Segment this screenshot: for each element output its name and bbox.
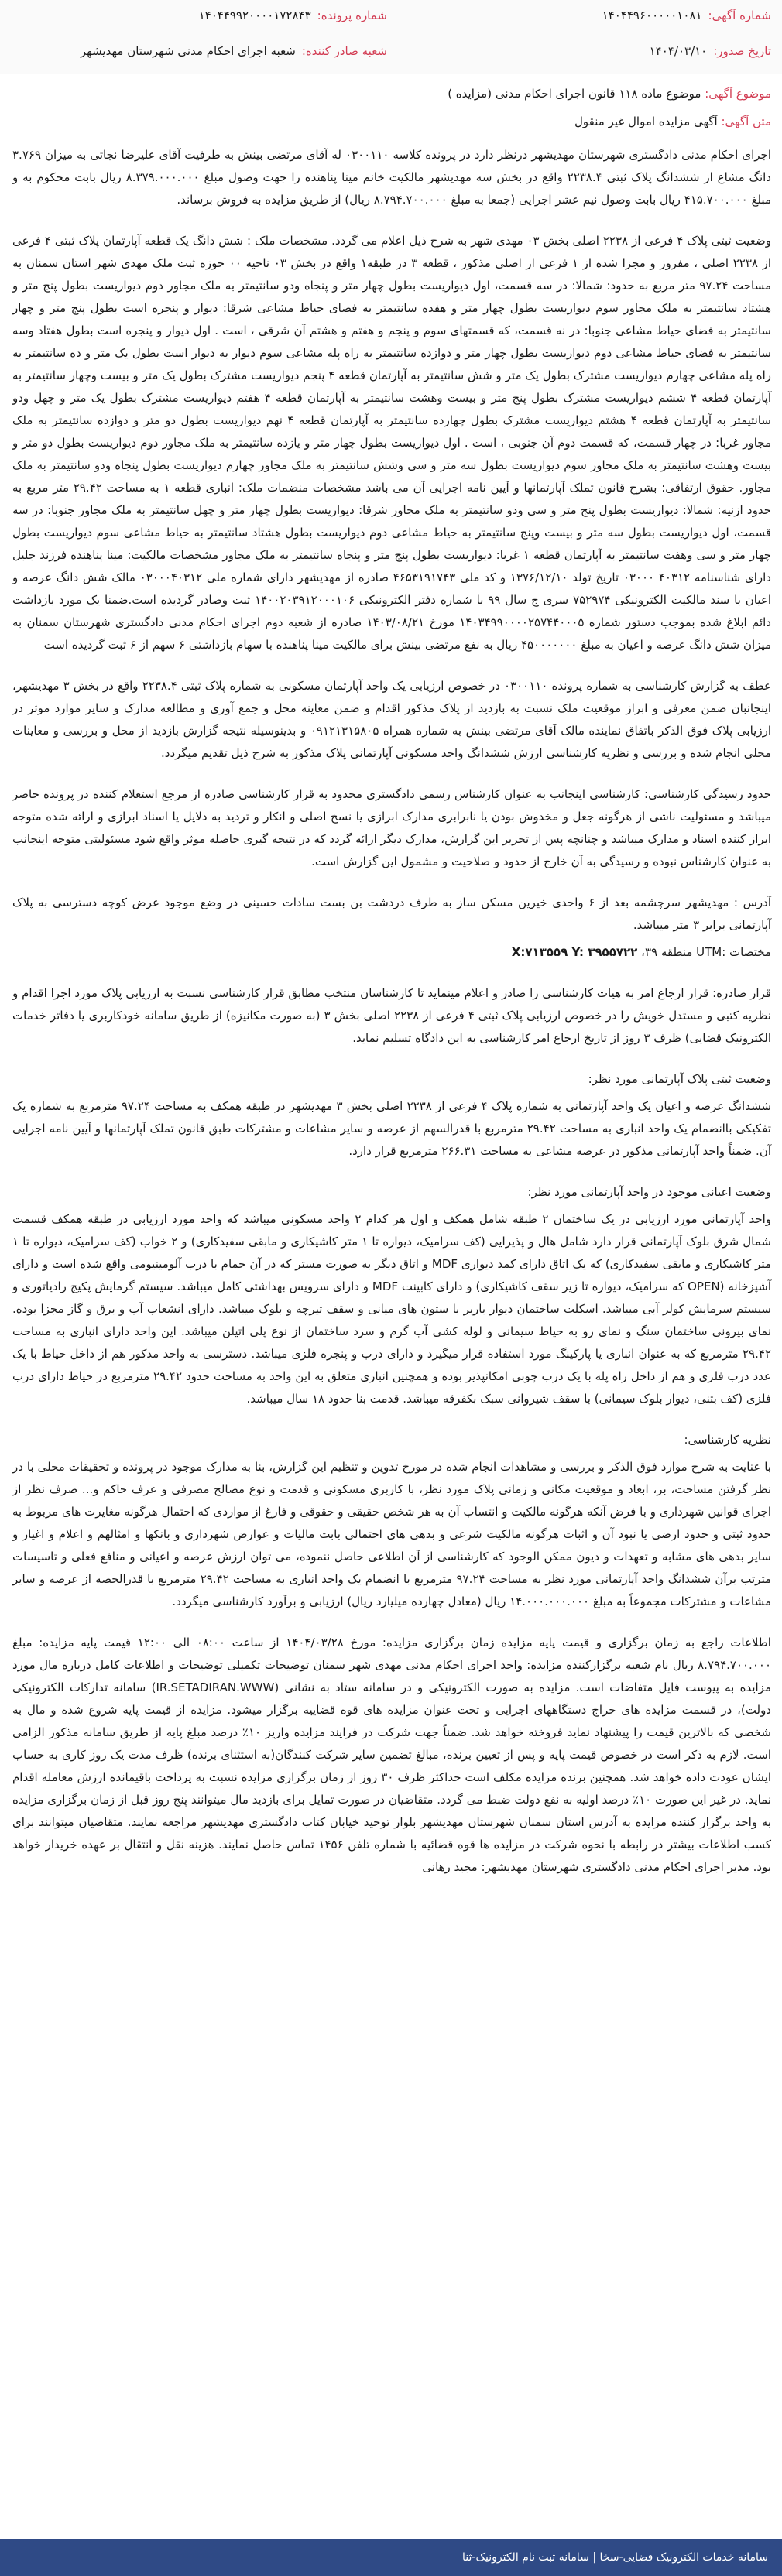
body-paragraph-order: قرار صادره: قرار ارجاع امر به هیات کارشناسی را صادر و اعلام مینماید تا کارشناسان منتخب مطابق قرار کارشناسی نسبت به ارزیابی پلاک مورد اجرا اقدام و نظریه کتبی و مستدل خویش را در خصوص ارزیابی پلاک ثبتی ۴ فرعی از ۲۲۳۸ اصلی بخش ۳ (به صورت مکانیزه) از طریق سامانه خودکاربری یا دفاتر خدمات الکترونیک قضایی) ظرف ۳ روز از تاریخ ارجاع امر کارشناسی به این دادگاه تسلیم نماید. — [12, 986, 771, 1045]
body-paragraph-expert-ref: عطف به گزارش کارشناسی به شماره پرونده ۰۳۰۰۱۱۰ در خصوص ارزیابی یک واحد آپارتمان مسکونی به شماره پلاک ثبتی ۲۲۳۸.۴ واقع در بخش ۳ مهدیشهر، اینجانبان ضمن معرفی و ابراز موقعیت ملک نسبت به بازدید از پلاک مذکور اقدام و ضمن معاینه محل و جمع آوری و مطالعه مدارک و سایر موارد موثر در ارزیابی پلاک فوق الذکر باتفاق نماینده مالک آقای مرتضی بینش به شماره همراه ۰۹۱۲۱۳۱۵۸۰۵ و بدینوسیله نتیجه گزارش بازدید از محل و بررسی و معاینات محلی انجام شده و بررسی و نظریه کارشناسی ارزش ششدانگ واحد مسکونی آپارتمانی پلاک مذکور به شرح ذیل تقدیم میگردد. — [12, 679, 771, 760]
issue-date-value: ۱۴۰۴/۰۳/۱۰ — [649, 44, 708, 58]
coordinates-label: مختصات :UTM منطقه ۳۹، — [641, 945, 771, 959]
footer-text[interactable]: سامانه خدمات الکترونیک قضایی-سخا | سامانه ثبت نام الکترونیک-ثنا — [462, 2551, 768, 2564]
subject-label: موضوع آگهی: — [705, 87, 771, 101]
coordinates-line — [12, 941, 771, 964]
condition-section-title: وضعیت اعیانی موجود در واحد آپارتمانی مورد نظر: — [527, 1185, 771, 1199]
opinion-section-text: با عنایت به شرح موارد فوق الذکر و بررسی و مشاهدات انجام شده در مورخ تدوین و تنظیم این گزارش، بنا به مدارک موجود در پرونده و تحقیقات محلی با در نظر گرفتن مساحت، بر، ابعاد و موقعیت مکانی و زمانی پلاک مورد نظر، با کاربری مسکونی و قدمت و نوع مصالح مصرفی و عرف حاکم و... صرف نظر از اجرای قوانین شهرداری و با فرض آنکه هرگونه مالکیت و انتساب آن به هر شخص حقیقی و حقوقی و فارغ از مواردی که احتمال هرگونه مغایرت های مربوط به حدود ثبتی و حدود ارضی یا نبود آن و اثبات هرگونه مالکیت شرعی و بدهی های احتمالی بابت مالیات و عوارض شهرداری و بانکها و امثالهم و اعلام و اغیار و سایر بدهی های مشابه و تعهدات و دیون ممکن الوجود که کارشناسی از آن اطلاعی حاصل ننموده، می توان ارزش عرصه و اعیانی و منافع فعلی و تاسیسات مترتب برآن ششدانگ واحد آپارتمانی مورد نظر به مساحت ۹۷.۲۴ مترمربع با انضمام یک واحد انباری به مساحت ۲۹.۴۲ مترمربع با قدرالحصه از عرصه و سایر مشاعات و مشترکات مجموعاً به مبلغ ۱۴.۰۰۰.۰۰۰.۰۰۰ ریال (معادل چهارده میلیارد ریال) ارزیابی و برآورد کارشناسی میگردد. — [12, 1460, 772, 1608]
body-paragraph-intro: اجرای احکام مدنی دادگستری شهرستان مهدیشهر درنظر دارد در پرونده کلاسه ۰۳۰۰۱۱۰ له آقای مرتضی بینش به طرفیت آقای علیرضا نجاتی به میزان ۳.۷۶۹ دانگ مشاع از ششدانگ پلاک ثبتی ۲۲۳۸.۴ واقع در بخش سه مهدیشهر مالکیت خانم مینا پناهنده را جهت وصول مبلغ ۸.۳۷۹.۰۰۰.۰۰۰ ریال بابت محکوم به و مبلغ ۴۱۵.۷۰۰.۰۰۰ ریال بابت وصول نیم عشر اجرایی (جمعا به مبلغ ۸.۷۹۴.۷۰۰.۰۰۰ ریال) از طریق مزایده به فروش برساند. — [12, 148, 771, 207]
coordinates-value: X:۷۱۳۵۵۹ Y: ۳۹۵۵۷۲۲ — [511, 945, 638, 959]
opinion-section-title: نظریه کارشناسی: — [684, 1433, 771, 1447]
notice-ad-text — [12, 115, 771, 128]
notice-subject — [12, 87, 771, 101]
ad-text-value: آگهی مزایده اموال غیر منقول — [574, 115, 718, 128]
ad-number-label: شماره آگهی: — [708, 9, 771, 22]
site-footer[interactable] — [0, 2539, 782, 2576]
body-paragraph-registration: وضعیت ثبتی پلاک ۴ فرعی از ۲۲۳۸ اصلی بخش ۰۳ مهدی شهر به شرح ذیل اعلام می گردد. مشخصات ملک : شش دانگ یک قطعه آپارتمان پلاک ثبتی ۴ فرعی از ۲۲۳۸ اصلی ، مفروز و مجزا شده از ۱ فرعی از اصلی مذکور ، قطعه ۳ در طبقه۱ واقع در بخش ۰۳ ناحیه ۰۰ حوزه ثبت ملک مهدی شهر استان سمنان به مساحت ۹۷.۲۴ متر مربع به حدود: شمالا: در سه قسمت، اول دیواریست بطول چهار متر و پنجاه ودو سانتیمتر به ملک مجاور دوم دیواریست بطول پنج متر و هشتاد سانتیمتر به ملک مجاور سوم دیواریست بطول چهار متر و هفده سانتیمتر به فضای حیاط مشاعی شرقا: دیوار و پنجره است بطول پنج متر و چهار سانتیمتر به فضای حیاط مشاعی جنوبا: در نه قسمت، که قسمتهای سوم و پنجم و هفتم و هشتم آن شرقی ، است . اول دیوار و پنجره است بطول هفتاد وسه سانتیمتر به فضای حیاط مشاعی دوم دیواریست بطول چهار متر و دوازده سانتیمتر به راه پله مشاعی سوم دیوار به دیوار است بطول یک متر و ده سانتیمتر به راه پله مشاعی چهارم دیواریست مشترک بطول یک متر و شش سانتیمتر به آپارتمان قطعه ۴ پنجم دیواریست مشترک بطول یک متر و بیست وچهار سانتیمتر به آپارتمان قطعه ۴ ششم دیواریست مشترک بطول پنج متر و بیست وهشت سانتیمتر به آپارتمان قطعه ۴ هفتم دیواریست مشترک بطول یک متر و چهل ودو سانتیمتر به آپارتمان قطعه ۴ هشتم دیواریست مشترک بطول چهارده سانتیمتر به آپارتمان قطعه ۴ نهم دیواریست بطول دو متر و دوازده سانتیمتر به ملک مجاور غربا: در چهار قسمت، که قسمت دوم آن جنوبی ، است . اول دیواریست بطول چهار متر و یازده سانتیمتر به ملک مجاور دوم دیواریست بطول دو متر و بیست وهشت سانتیمتر به ملک مجاور سوم دیواریست بطول سه متر و سی وشش سانتیمتر به ملک مجاور چهارم دیواریست بطول پنجاه ودو سانتیمتر به ملک مجاور. حقوق ارتفاقی: بشرح قانون تملک آپارتمانها و آیین نامه اجرایی آن می باشد مشخصات منضمات ملک: انباری قطعه ۱ به مساحت ۲۹.۴۲ متر مربع به حدود ازنیه: شمالا: دیواریست بطول پنج متر و سی ودو سانتیمتر به ملک مجاور شرقا: دیواریست بطول چهار متر و چهل سانتیمتر به ملک مجاور جنوبا: در سه قسمت، اول دیواریست بطول سه متر و بیست وپنج سانتیمتر به حیاط مشاعی دوم دیواریست بطول هشتاد سانتیمتر به حیاط مشاعی سوم دیواریست بطول چهار متر و سی وهفت سانتیمتر به آپارتمان قطعه ۱ غربا: دیواریست بطول پنج متر و پنجاه سانتیمتر به ملک مجاور مشخصات مالکیت: مینا پناهنده فرزند جلیل دارای شناسنامه ۴۰۳۱۲ ۰۳۰۰۰ تاریخ تولد ۱۳۷۶/۱۲/۱۰ و کد ملی ۴۶۵۳۱۹۱۷۴۳ صادره از مهدیشهر دارای شماره ملی ۰۳۰۰۰۴۰۳۱۲ مالک شش دانگ عرصه و اعیان با سند مالکیت الکترونیکی ۷۵۲۹۷۴ سری ج سال ۹۹ با شماره دفتر الکترونیکی ۱۴۰۰۲۰۳۹۱۲۰۰۰۱۰۶ ثبت وصادر گردیده است.ضمنا یک مورد بازداشت دائم ابلاغ شده بموجب دستور شماره ۱۴۰۳۴۹۹۰۰۰۰۲۵۷۴۴۰۰۰۵ مورخ ۱۴۰۳/۰۸/۲۱ صادره از شعبه دوم اجرای احکام مدنی دادگستری شهرستان سمنان به میزان شش دانگ عرصه و اعیان به مبلغ ۴۵۰۰۰۰۰۰۰ ریال به نفع مرتضی بینش برای مالکیت مینا پناهنده با سهام بازداشتی ۶ سهم از ۶ ثبت گردیده است — [12, 234, 772, 652]
case-number-label: شماره پرونده: — [317, 9, 387, 22]
subject-text: موضوع ماده ۱۱۸ قانون اجرای احکام مدنی (مزایده ) — [448, 87, 701, 101]
issuer-branch-value: شعبه اجرای احکام مدنی شهرستان مهدیشهر — [80, 44, 296, 58]
body-paragraph-address: آدرس : مهدیشهر سرچشمه بعد از ۶ واحدی خیرین مسکن ساز به طرف دردشت بن بست سادات حسینی در وضع موجود عرض کوچه دسترسی به پلاک آپارتمانی برابر ۳ متر میباشد. — [12, 896, 771, 932]
case-number-value: ۱۴۰۴۴۹۹۲۰۰۰۰۱۷۲۸۴۳ — [198, 9, 311, 22]
registration-section-text: ششدانگ عرصه و اعیان یک واحد آپارتمانی به شماره پلاک ۴ فرعی از ۲۲۳۸ اصلی بخش ۳ مهدیشهر در طبقه همکف به مساحت ۹۷.۲۴ مترمربع به شماره یک تفکیکی باانضمام یک واحد انباری به مساحت ۲۹.۴۲ مترمربع با قدرالسهم از عرصه و سایر مشاعات و مشترکات طبق قانون تملک آپارتمانها و آیین نامه اجرایی آن. ضمناً واحد آپارتمانی مذکور در عرصه مشاعی به مساحت ۲۶۶.۳۱ مترمربع قرار دارد. — [12, 1099, 772, 1158]
notice-body — [12, 144, 771, 1897]
ad-number-value: ۱۴۰۴۴۹۶۰۰۰۰۰۱۰۸۱ — [602, 9, 702, 22]
issuer-branch-label: شعبه صادر کننده: — [301, 44, 387, 58]
issue-date-row — [650, 39, 771, 63]
notice-header — [0, 0, 782, 74]
auction-details-paragraph: اطلاعات راجع به زمان برگزاری و قیمت پایه مزایده زمان برگزاری مزایده: مورخ ۱۴۰۴/۰۳/۲۸ از ساعت ۰۸:۰۰ الی ۱۲:۰۰ قیمت پایه مزایده: مبلغ ۸.۷۹۴.۷۰۰.۰۰۰ ریال نام شعبه برگزارکننده مزایده: واحد اجرای احکام مدنی مهدی شهر سمنان توضیحات تکمیلی توضیحات و اطلاعات کامل درباره مال مورد مزایده به پیوست فایل متفاضات است. مزایده به صورت الکترونیکی و در سامانه ستاد به نشانی (IR.SETADIRAN.WWW) سامانه تدارکات الکترونیکی دولت)، در قسمت مزایده های حراج دستگاههای اجرایی و تحت عنوان مزایده های قوه قضاییه برگزار میشود. مزایده از قیمت پایه شروع شده و مال به شخصی که بالاترین قیمت را پیشنهاد نماید فروخته خواهد شد. ضمناً جهت شرکت در فرایند مزایده واریز ۱۰٪ درصد مبلغ پایه از طریق سامانه مذکور الزامی است. لازم به ذکر است در خصوص قیمت پایه و پس از تعیین برنده، مبالغ تضمین سایر شرکت کنندگان(به استثنای برنده) ظرف مدت یک روز کاری به حساب ایشان عودت داده خواهد شد. همچنین برنده مزایده مکلف است حداکثر ظرف ۳۰ روز از زمان برگزاری مزایده نسبت به پرداخت باقیمانده ارزش معامله اقدام نماید. در غیر این صورت ۱۰٪ درصد اولیه به نفع دولت ضبط می گردد. متقاضیان در صورت تمایل برای بازدید مال میتوانند پنج روز قبل از زمان برگزاری مزایده به واحد برگزار کننده مزایده به آدرس استان سمنان شهرستان مهدیشهر بلوار توحید خیابان کتاب دادگستری مهدیشهر مراجعه نمایند. متقاضیان میتوانند برای کسب اطلاعات بیشتر در رابطه با نحوه شرکت در مزایده ها قوه قضائیه با شماره تلفن ۱۴۵۶ تماس حاصل نمایند. هزینه نقل و انتقال بر عهده خریدار خواهد بود. مدیر اجرای احکام مدنی دادگستری شهرستان مهدیشهر: مجید رهانی — [12, 1636, 771, 1874]
case-number-row — [199, 3, 387, 28]
ad-text-label: متن آگهی: — [721, 115, 771, 128]
issuer-branch-row — [81, 39, 387, 63]
registration-section-title: وضعیت ثبتی پلاک آپارتمانی مورد نظر: — [588, 1072, 771, 1086]
issue-date-label: تاریخ صدور: — [713, 44, 771, 58]
condition-section-text: واحد آپارتمانی مورد ارزیابی در یک ساختمان ۲ طبقه شامل همکف و اول هر کدام ۲ واحد مسکونی میباشد که واحد مورد ارزیابی در طبقه همکف قسمت شمال شرق بلوک آپارتمانی قرار دارد شامل هال و پذیرایی (کف سرامیک، دیواره تا ۱ متر کاشیکاری و مابقی سفیدکاری) و ۲ خواب (کف سرامیک، دیواره تا ۱ متر کاشیکاری و مابقی سفیدکاری) که یک اتاق دارای کمد دیواری MDF و اتاق دیگر به صورت مستر که در آن حمام با درب آلومینیومی واقع شده است و دارای آشپزخانه (OPEN که سرامیک، دیواره تا زیر سقف کاشیکاری) و دارای کابینت MDF و دارای سرویس بهداشتی کامل میباشد. سیستم گرمایش پکیج رادیاتوری و سیستم سرمایش کولر آبی میباشد. اسکلت ساختمان دیوار باربر با ستون های میانی و سقف تیرچه و بلوک میباشد. دارای انشعاب آب و برق و گاز مجزا بوده. نمای بیرونی ساختمان سنگ و نمای رو به حیاط سیمانی و لوله کشی آب گرم و سرد ساختمان از نوع پلی اتیلن میباشد. این واحد دارای انباری به مساحت ۲۹.۴۲ مترمربع که به عنوان انباری یا پارکینگ مورد استفاده قرار میگیرد و دارای درب و پنجره فلزی میباشد. دسترسی به واحد مذکور هم از داخل حیاط با یک عدد درب فلزی و هم از داخل راه پله با یک درب چوبی امکانپذیر بوده و همچنین انباری متعلق به این واحد به مساحت حدود ۲۹.۴۲ مترمربع در حیاط دارای درب فلزی (کف بتنی، دیوار بلوک سیمانی) با سقف شیروانی سبک بکفرقه میباشد. قدمت بنا حدود ۱۸ سال میباشد. — [12, 1212, 772, 1406]
body-paragraph-scope: حدود رسیدگی کارشناسی: کارشناسی اینجانب به عنوان کارشناس رسمی دادگستری محدود به قرار کارشناسی صادره از مرجع استعلام کننده در پرونده حاضر میباشد و مسئولیت ناشی از هرگونه جعل و مخدوش بودن یا نابرابری مدارک ابرازی یا نسخ اصلی و انکار و تردید به دلایل یا اسناد ابرازی و ارائه شده متوجه ابراز کننده اسناد و مدارک میباشد و چنانچه پس از تحریر این گزارش، مدارک دیگر ارائه گردد که در نتیجه گیری حاصله موثر واقع شود مسئولیتی متوجه اینجانب به عنوان کارشناس نبوده و رسیدگی به آن خارج از حدود و صلاحیت و مشمول این گزارش است. — [12, 787, 771, 868]
ad-number-row — [602, 3, 771, 28]
